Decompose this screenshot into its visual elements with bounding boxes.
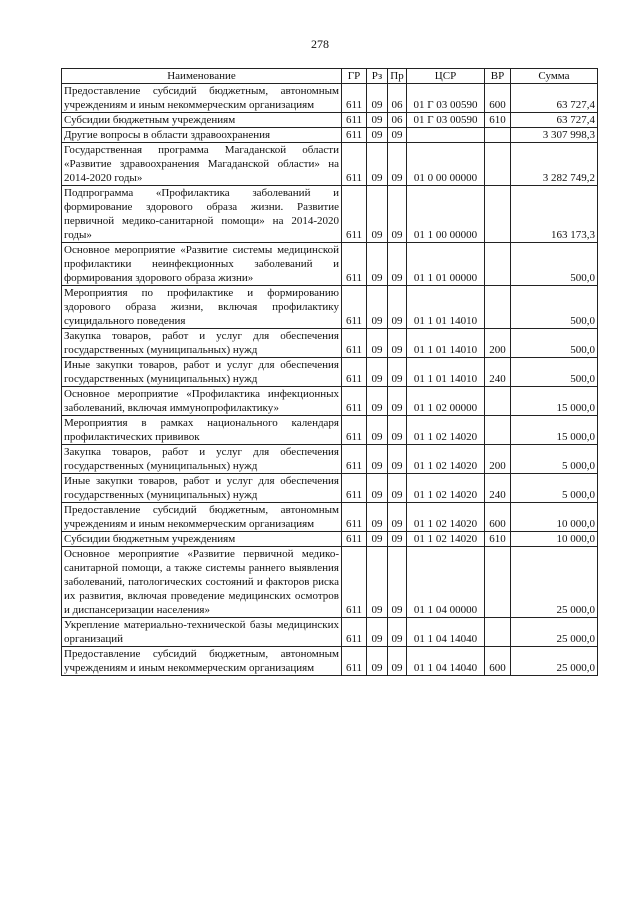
row-gr: 611 — [342, 358, 367, 387]
row-vr — [485, 128, 511, 143]
table-row — [62, 243, 598, 286]
header-pr: Пр — [388, 69, 407, 84]
row-pr: 09 — [388, 647, 407, 676]
row-sum: 63 727,4 — [511, 113, 598, 128]
row-vr: 600 — [485, 84, 511, 113]
row-name: Иные закупки товаров, работ и услуг для обеспечения государственных (муниципальных) нужд — [62, 358, 342, 387]
row-name: Мероприятия по профилактике и формированию здорового образа жизни, включая профилактику суицидального поведения — [62, 286, 342, 329]
row-name: Закупка товаров, работ и услуг для обеспечения государственных (муниципальных) нужд — [62, 445, 342, 474]
row-sum: 3 307 998,3 — [511, 128, 598, 143]
row-vr — [485, 387, 511, 416]
table-row — [62, 547, 598, 618]
table-row — [62, 618, 598, 647]
row-gr: 611 — [342, 186, 367, 243]
row-rz: 09 — [367, 387, 388, 416]
row-csr: 01 1 02 14020 — [407, 474, 485, 503]
row-pr: 09 — [388, 547, 407, 618]
row-gr: 611 — [342, 387, 367, 416]
row-gr: 611 — [342, 474, 367, 503]
row-csr: 01 Г 03 00590 — [407, 84, 485, 113]
row-rz: 09 — [367, 286, 388, 329]
row-gr: 611 — [342, 445, 367, 474]
table-row — [62, 143, 598, 186]
row-pr: 09 — [388, 416, 407, 445]
row-rz: 09 — [367, 416, 388, 445]
row-sum: 25 000,0 — [511, 647, 598, 676]
row-csr: 01 1 02 00000 — [407, 387, 485, 416]
row-vr: 200 — [485, 329, 511, 358]
row-pr: 09 — [388, 387, 407, 416]
row-name: Субсидии бюджетным учреждениям — [62, 113, 342, 128]
row-gr: 611 — [342, 128, 367, 143]
row-sum: 163 173,3 — [511, 186, 598, 243]
table-row — [62, 84, 598, 113]
row-rz: 09 — [367, 532, 388, 547]
budget-table — [61, 68, 598, 676]
row-sum: 15 000,0 — [511, 387, 598, 416]
row-pr: 09 — [388, 503, 407, 532]
row-gr: 611 — [342, 416, 367, 445]
row-pr: 09 — [388, 128, 407, 143]
table-row — [62, 113, 598, 128]
row-name: Основное мероприятие «Развитие системы медицинской профилактики неинфекционных заболеваний и формирования здорового образа жизни» — [62, 243, 342, 286]
row-vr — [485, 186, 511, 243]
table-row — [62, 416, 598, 445]
row-pr: 06 — [388, 84, 407, 113]
row-name: Укрепление материально-технической базы медицинских организаций — [62, 618, 342, 647]
row-vr: 600 — [485, 647, 511, 676]
table-row — [62, 474, 598, 503]
row-csr: 01 1 04 14040 — [407, 618, 485, 647]
row-gr: 611 — [342, 503, 367, 532]
page-number: 278 — [311, 37, 329, 51]
row-gr: 611 — [342, 329, 367, 358]
row-rz: 09 — [367, 445, 388, 474]
row-csr: 01 1 02 14020 — [407, 445, 485, 474]
row-vr — [485, 547, 511, 618]
row-sum: 5 000,0 — [511, 445, 598, 474]
row-sum: 10 000,0 — [511, 532, 598, 547]
row-csr: 01 1 01 14010 — [407, 286, 485, 329]
row-pr: 09 — [388, 286, 407, 329]
row-csr — [407, 128, 485, 143]
table-row — [62, 532, 598, 547]
row-rz: 09 — [367, 243, 388, 286]
row-name: Субсидии бюджетным учреждениям — [62, 532, 342, 547]
table-row — [62, 503, 598, 532]
row-gr: 611 — [342, 286, 367, 329]
row-name: Государственная программа Магаданской области «Развитие здравоохранения Магаданской области» на 2014-2020 годы» — [62, 143, 342, 186]
row-vr: 240 — [485, 358, 511, 387]
row-rz: 09 — [367, 128, 388, 143]
row-rz: 09 — [367, 113, 388, 128]
table-row — [62, 329, 598, 358]
header-csr: ЦСР — [407, 69, 485, 84]
row-rz: 09 — [367, 474, 388, 503]
header-name: Наименование — [62, 69, 342, 84]
table-row — [62, 387, 598, 416]
row-rz: 09 — [367, 547, 388, 618]
header-vr: ВР — [485, 69, 511, 84]
row-vr: 610 — [485, 532, 511, 547]
row-sum: 15 000,0 — [511, 416, 598, 445]
row-gr: 611 — [342, 618, 367, 647]
row-gr: 611 — [342, 547, 367, 618]
row-name: Основное мероприятие «Развитие первичной медико-санитарной помощи, а также системы раннего выявления заболеваний, патологических состояний и факторов риска их развития, включая проведение медицинских осмотров и диспансеризации населения» — [62, 547, 342, 618]
header-gr: ГР — [342, 69, 367, 84]
table-row — [62, 128, 598, 143]
row-rz: 09 — [367, 186, 388, 243]
row-gr: 611 — [342, 84, 367, 113]
row-vr: 600 — [485, 503, 511, 532]
row-csr: 01 1 00 00000 — [407, 186, 485, 243]
row-csr: 01 1 01 00000 — [407, 243, 485, 286]
row-pr: 09 — [388, 474, 407, 503]
row-csr: 01 1 02 14020 — [407, 503, 485, 532]
row-pr: 09 — [388, 618, 407, 647]
row-pr: 09 — [388, 445, 407, 474]
row-csr: 01 1 04 00000 — [407, 547, 485, 618]
row-rz: 09 — [367, 503, 388, 532]
row-name: Иные закупки товаров, работ и услуг для обеспечения государственных (муниципальных) нужд — [62, 474, 342, 503]
row-name: Другие вопросы в области здравоохранения — [62, 128, 342, 143]
row-vr: 200 — [485, 445, 511, 474]
row-csr: 01 1 04 14040 — [407, 647, 485, 676]
row-vr: 240 — [485, 474, 511, 503]
row-rz: 09 — [367, 358, 388, 387]
row-name: Закупка товаров, работ и услуг для обеспечения государственных (муниципальных) нужд — [62, 329, 342, 358]
row-rz: 09 — [367, 618, 388, 647]
row-name: Основное мероприятие «Профилактика инфекционных заболеваний, включая иммунопрофилактику» — [62, 387, 342, 416]
table-row — [62, 358, 598, 387]
table-row — [62, 445, 598, 474]
row-sum: 25 000,0 — [511, 618, 598, 647]
row-gr: 611 — [342, 243, 367, 286]
row-vr — [485, 618, 511, 647]
row-csr: 01 1 02 14020 — [407, 416, 485, 445]
row-rz: 09 — [367, 84, 388, 113]
row-gr: 611 — [342, 113, 367, 128]
row-pr: 09 — [388, 243, 407, 286]
row-sum: 500,0 — [511, 329, 598, 358]
row-gr: 611 — [342, 532, 367, 547]
row-csr: 01 Г 03 00590 — [407, 113, 485, 128]
row-csr: 01 1 01 14010 — [407, 358, 485, 387]
row-pr: 09 — [388, 358, 407, 387]
row-vr — [485, 286, 511, 329]
row-sum: 500,0 — [511, 286, 598, 329]
table-header-row — [62, 69, 598, 84]
table-body — [62, 84, 598, 676]
row-name: Предоставление субсидий бюджетным, автономным учреждениям и иным некоммерческим организациям — [62, 503, 342, 532]
row-name: Мероприятия в рамках национального календаря профилактических прививок — [62, 416, 342, 445]
row-sum: 500,0 — [511, 243, 598, 286]
row-pr: 09 — [388, 143, 407, 186]
table-row — [62, 647, 598, 676]
row-pr: 06 — [388, 113, 407, 128]
table-row — [62, 186, 598, 243]
header-rz: Рз — [367, 69, 388, 84]
row-pr: 09 — [388, 329, 407, 358]
row-csr: 01 1 01 14010 — [407, 329, 485, 358]
row-gr: 611 — [342, 143, 367, 186]
row-name: Предоставление субсидий бюджетным, автономным учреждениям и иным некоммерческим организациям — [62, 84, 342, 113]
row-rz: 09 — [367, 329, 388, 358]
row-sum: 5 000,0 — [511, 474, 598, 503]
row-pr: 09 — [388, 186, 407, 243]
row-csr: 01 1 02 14020 — [407, 532, 485, 547]
row-sum: 63 727,4 — [511, 84, 598, 113]
row-name: Подпрограмма «Профилактика заболеваний и формирование здорового образа жизни. Развитие первичной медико-санитарной помощи» на 2014-2020 годы» — [62, 186, 342, 243]
row-name: Предоставление субсидий бюджетным, автономным учреждениям и иным некоммерческим организациям — [62, 647, 342, 676]
row-gr: 611 — [342, 647, 367, 676]
row-vr — [485, 243, 511, 286]
row-pr: 09 — [388, 532, 407, 547]
row-vr — [485, 143, 511, 186]
row-csr: 01 0 00 00000 — [407, 143, 485, 186]
row-rz: 09 — [367, 143, 388, 186]
header-sum: Сумма — [511, 69, 598, 84]
table-row — [62, 286, 598, 329]
row-vr: 610 — [485, 113, 511, 128]
row-sum: 25 000,0 — [511, 547, 598, 618]
row-vr — [485, 416, 511, 445]
row-sum: 10 000,0 — [511, 503, 598, 532]
row-sum: 3 282 749,2 — [511, 143, 598, 186]
row-sum: 500,0 — [511, 358, 598, 387]
row-rz: 09 — [367, 647, 388, 676]
